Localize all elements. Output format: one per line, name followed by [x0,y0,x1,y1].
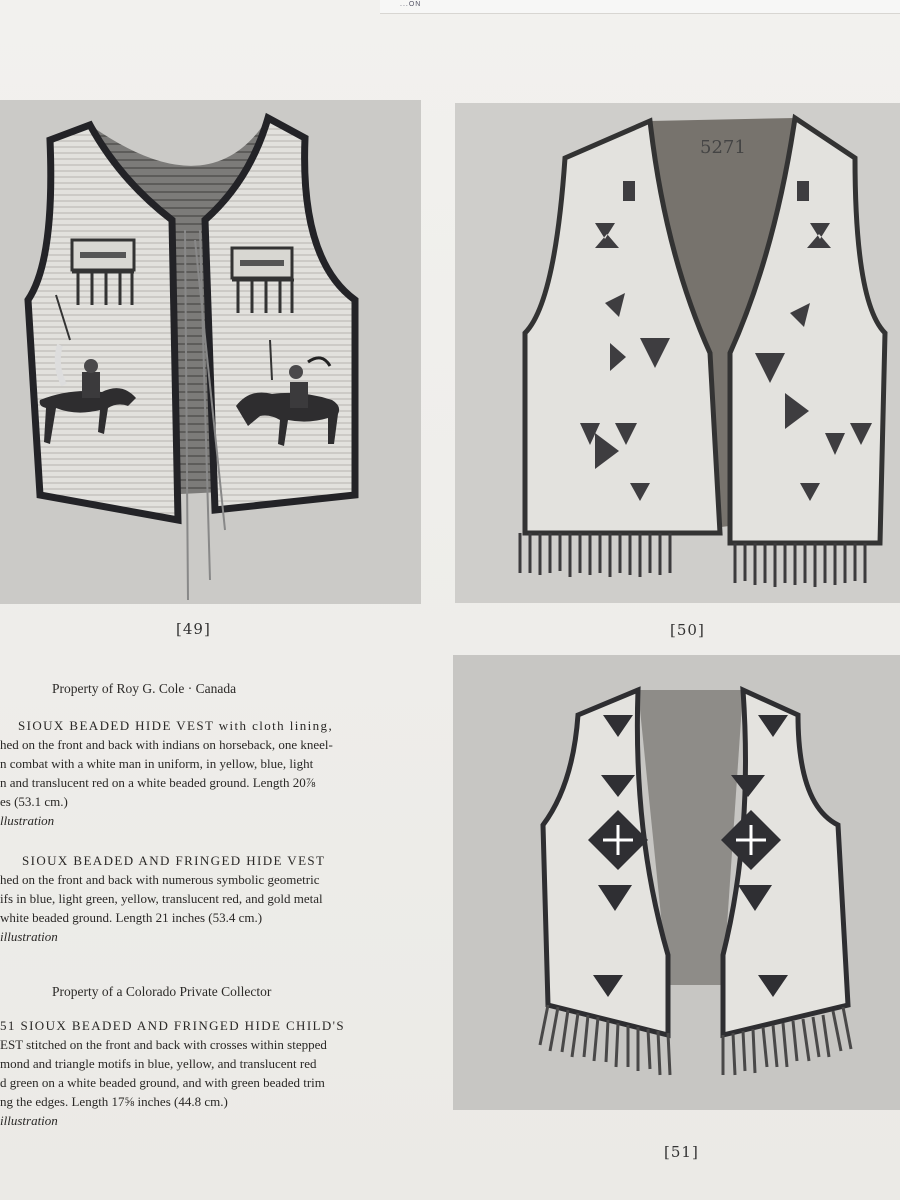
photo-vest-49 [0,100,421,604]
plate-number-50: [50] [670,621,705,639]
lot-49-line-1: SIOUX BEADED HIDE VEST with cloth lining, [18,718,334,733]
lot-49-line-3: n combat with a white man in uniform, in yellow, blue, light [0,756,314,771]
lot-51-line-6: illustration [0,1113,58,1128]
vest-51-illustration [453,655,900,1110]
photo-vest-50 [455,103,900,603]
lot-description-50 [0,851,421,946]
lot-50-line-3: ifs in blue, light green, yellow, translucent red, and gold metal [0,891,323,906]
lot-51-line-4: d green on a white beaded ground, and with green beaded trim [0,1075,325,1090]
lot-description-51 [0,1016,421,1130]
photo-vest-51 [453,655,900,1110]
lot-50-line-5: illustration [0,929,58,944]
lot-50-line-2: hed on the front and back with numerous symbolic geometric [0,872,320,887]
vest-50-illustration [455,103,900,603]
lot-49-line-2: hed on the front and back with indians on horseback, one kneel- [0,737,333,752]
lot-49-line-4: n and translucent red on a white beaded ground. Length 20⅞ [0,775,316,790]
lot-51-line-1: 51 SIOUX BEADED AND FRINGED HIDE CHILD'S [0,1018,346,1033]
lot-49-line-6: llustration [0,813,55,828]
top-paper-scrap: ...ON [380,0,900,14]
lot-51-line-5: ng the edges. Length 17⅝ inches (44.8 cm.) [0,1094,228,1109]
svg-text:5271: 5271 [700,137,746,158]
lot-49-line-5: es (53.1 cm.) [0,794,68,809]
property-heading-colorado: Property of a Colorado Private Collector [52,984,272,999]
property-heading-cole: Property of Roy G. Cole · Canada [52,681,237,696]
lot-51-line-2: EST stitched on the front and back with crosses within stepped [0,1037,327,1052]
lot-description-49 [0,716,421,830]
lot-50-line-4: white beaded ground. Length 21 inches (53.4 cm.) [0,910,263,925]
plate-number-51: [51] [664,1143,699,1161]
lot-50-line-1: SIOUX BEADED AND FRINGED HIDE VEST [22,853,326,868]
vest-49-illustration [0,100,421,604]
lot-51-line-3: mond and triangle motifs in blue, yellow, and translucent red [0,1056,317,1071]
plate-number-49: [49] [176,620,211,638]
